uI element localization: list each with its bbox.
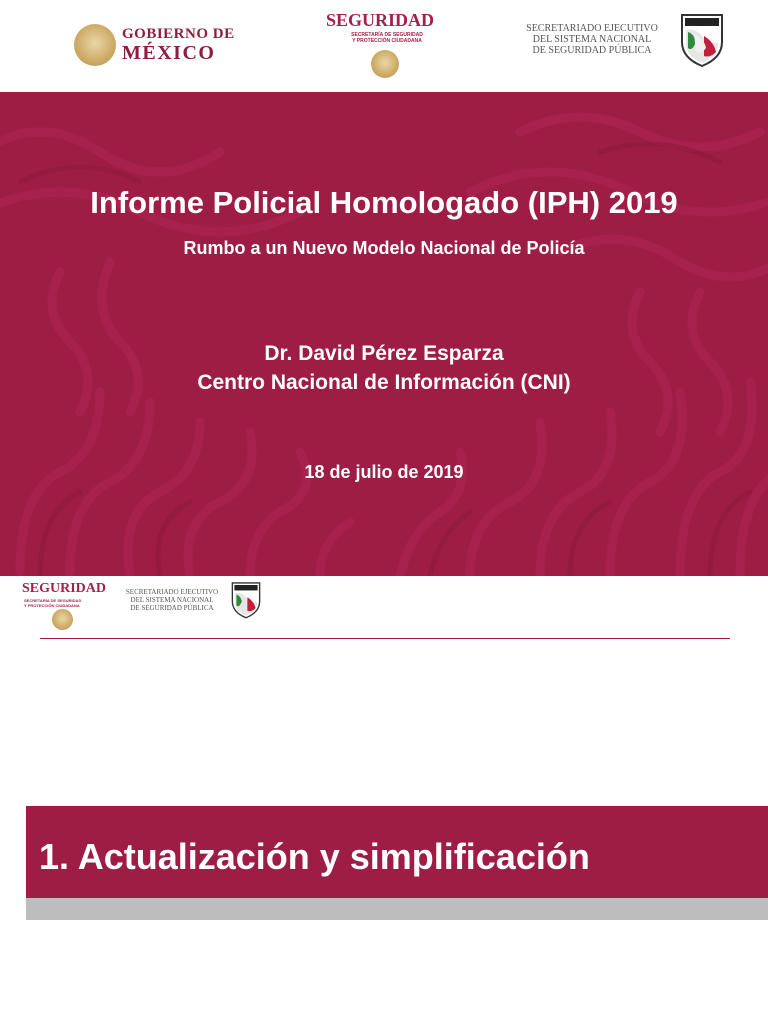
section-banner-shadow xyxy=(26,898,768,920)
seguridad-sub-line2-small: Y PROTECCIÓN CIUDADANA xyxy=(24,603,80,608)
presenter-institution: Centro Nacional de Información (CNI) xyxy=(197,371,571,394)
police-shield-icon-small xyxy=(231,579,261,621)
sesnsp-line1-small: SECRETARIADO EJECUTIVO xyxy=(125,588,219,596)
header-divider xyxy=(40,638,730,639)
seguridad-logo-title-small: SEGURIDAD xyxy=(22,581,107,596)
seguridad-seal-icon-small xyxy=(52,609,73,630)
presentation-title: Informe Policial Homologado (IPH) 2019 xyxy=(90,185,678,220)
gobierno-line2: MÉXICO xyxy=(122,42,216,64)
seguridad-seal-icon xyxy=(371,50,399,78)
gobierno-line1: GOBIERNO DE xyxy=(122,26,235,42)
presentation-subtitle: Rumbo a un Nuevo Modelo Nacional de Policía xyxy=(183,238,585,258)
sesnsp-line2: DEL SISTEMA NACIONAL xyxy=(532,34,652,45)
sesnsp-line2-small: DEL SISTEMA NACIONAL xyxy=(130,596,214,604)
sesnsp-line3-small: DE SEGURIDAD PÚBLICA xyxy=(130,604,214,612)
decorative-pattern xyxy=(0,92,768,576)
presenter-name: Dr. David Pérez Esparza xyxy=(264,342,504,365)
section-title: 1. Actualización y simplificación xyxy=(39,836,590,877)
sesnsp-line1: SECRETARIADO EJECUTIVO xyxy=(526,23,658,34)
seguridad-sub-line1: SECRETARÍA DE SEGURIDAD xyxy=(351,32,423,38)
presentation-date: 18 de julio de 2019 xyxy=(304,462,464,482)
slide1-header xyxy=(0,0,768,92)
seguridad-logo-title: SEGURIDAD xyxy=(326,10,435,30)
seguridad-sub-line2: Y PROTECCIÓN CIUDADANA xyxy=(352,38,422,44)
section-banner xyxy=(26,806,768,898)
sesnsp-line3: DE SEGURIDAD PÚBLICA xyxy=(532,45,652,56)
slide2-header xyxy=(0,576,768,646)
mexico-coat-of-arms-icon xyxy=(74,24,116,66)
title-banner xyxy=(0,92,768,576)
police-shield-icon xyxy=(680,12,724,68)
seguridad-sub-line1-small: SECRETARÍA DE SEGURIDAD xyxy=(24,598,82,603)
